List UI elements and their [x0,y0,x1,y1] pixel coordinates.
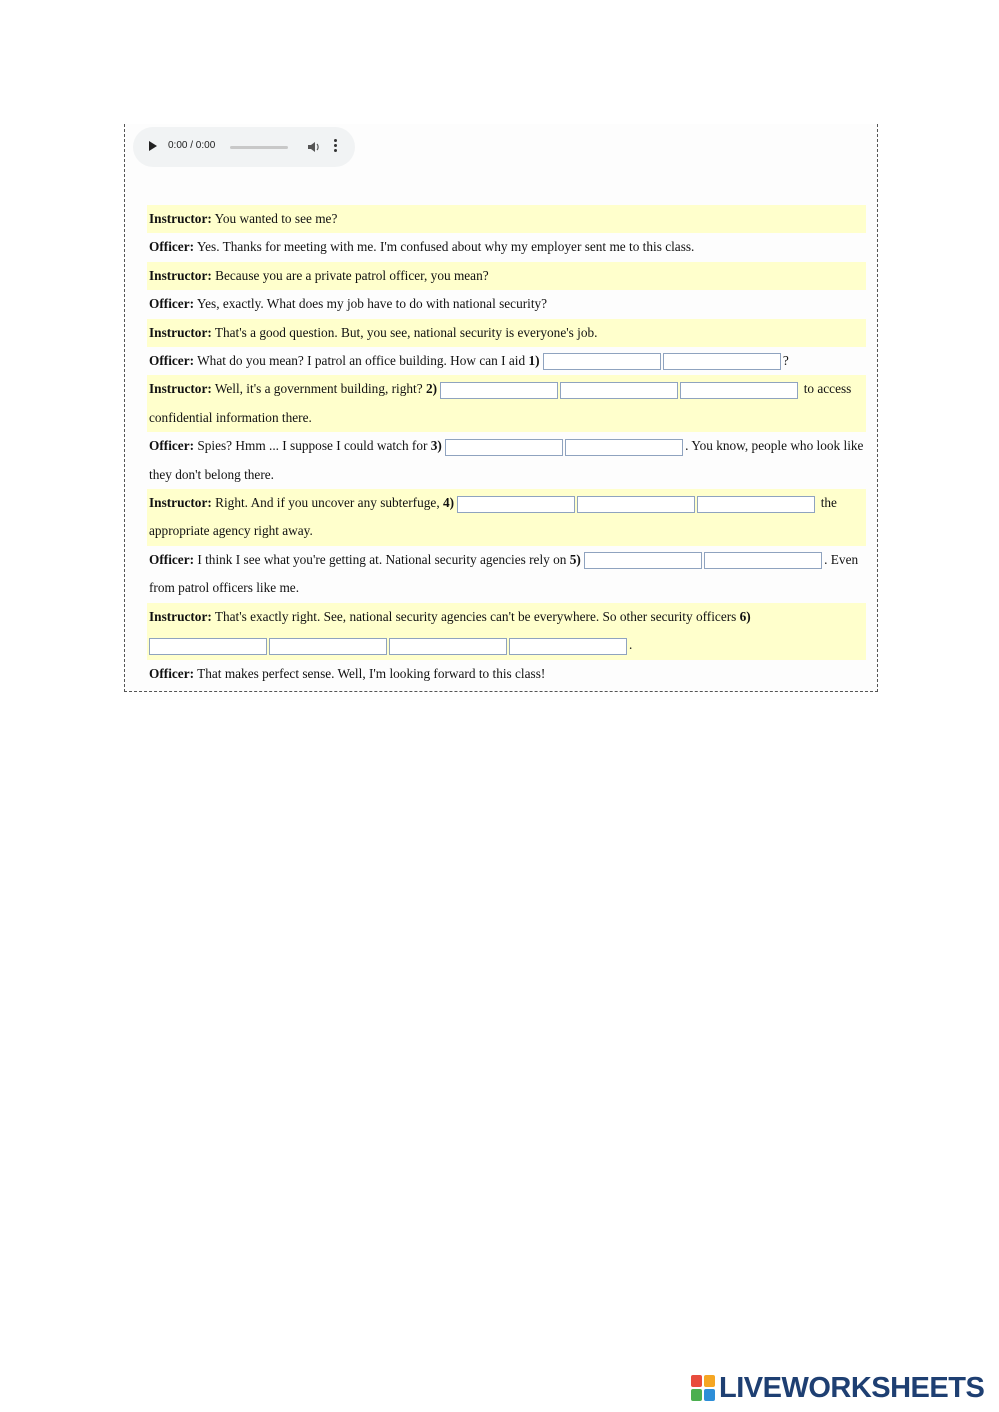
dialog-text: That makes perfect sense. Well, I'm looking forward to this class! [197,665,546,681]
dialog-text: . You know, people who look like they don't belong there. [149,438,864,482]
dialog-line [147,347,866,375]
dialog-line [147,660,866,688]
answer-input[interactable] [457,496,575,513]
liveworksheets-logo [691,1373,984,1403]
dialog-line [147,546,866,603]
audio-progress-bar[interactable] [230,146,288,149]
audio-player[interactable] [133,127,355,167]
speaker-label: Officer: [149,296,195,312]
logo-square [691,1389,702,1401]
blank-number: 5) [569,551,581,567]
blank-number: 6) [739,608,751,624]
answer-input[interactable] [680,382,798,399]
dialog-text: What do you mean? I patrol an office building. How can I aid [197,353,526,369]
speaker-label: Instructor: [149,267,212,283]
logo-square [704,1389,715,1401]
dialog-text: Spies? Hmm ... I suppose I could watch for [197,438,428,454]
answer-input[interactable] [697,496,815,513]
logo-square [691,1375,702,1387]
speaker-label: Instructor: [149,495,212,511]
answer-input[interactable] [509,638,627,655]
answer-input[interactable] [440,382,558,399]
dialog-line [147,603,866,660]
exercise-panel [124,124,878,692]
speaker-label: Officer: [149,239,195,255]
speaker-label: Instructor: [149,324,212,340]
dialog-text: Well, it's a government building, right? [214,381,423,397]
speaker-label: Officer: [149,551,195,567]
dialog-text: Because you are a private patrol officer, you mean? [215,267,489,283]
dialog-line [147,233,866,261]
volume-icon[interactable] [307,140,321,154]
answer-input[interactable] [663,353,781,370]
dialog-text: That's a good question. But, you see, national security is everyone's job. [214,324,598,340]
speaker-label: Officer: [149,438,195,454]
audio-time: 0:00 / 0:00 [168,140,216,151]
speaker-label: Instructor: [149,381,212,397]
answer-input[interactable] [543,353,661,370]
blank-number: 4) [442,495,455,511]
dialog-line [147,319,866,347]
more-options-icon[interactable] [334,139,338,154]
blank-number: 1) [528,353,540,369]
answer-input[interactable] [149,638,267,655]
speaker-label: Officer: [149,665,195,681]
blank-number: 2) [425,381,438,397]
dialog-line [147,262,866,290]
answer-input[interactable] [560,382,678,399]
answer-input[interactable] [584,552,702,569]
speaker-label: Officer: [149,353,195,369]
dialog-line [147,290,866,318]
dialog-text: That's exactly right. See, national security agencies can't be everywhere. So other security officers [214,608,737,624]
answer-input[interactable] [389,638,507,655]
speaker-label: Instructor: [149,211,212,226]
dialog-text: Right. And if you uncover any subterfuge, [215,495,440,511]
answer-input[interactable] [704,552,822,569]
dialog-text: You wanted to see me? [214,211,338,226]
play-icon[interactable] [149,141,157,151]
logo-square [704,1375,715,1387]
logo-text: LIVEWORKSHEETS [719,1371,985,1404]
blank-number: 3) [430,438,442,454]
answer-input[interactable] [565,439,683,456]
answer-input[interactable] [269,638,387,655]
logo-badge-icon [691,1375,715,1401]
dialog-line [147,375,866,432]
dialog-line [147,489,866,546]
dialog-text: ? [782,353,789,369]
dialog-text: I think I see what you're getting at. National security agencies rely on [197,551,567,567]
dialog-text: the appropriate agency right away. [149,495,837,539]
dialog-text: to access confidential information there. [149,381,852,425]
dialog-transcript [147,205,866,688]
answer-input[interactable] [445,439,563,456]
speaker-label: Instructor: [149,608,212,624]
dialog-line [147,205,866,233]
dialog-text: . [629,637,633,653]
answer-input[interactable] [577,496,695,513]
dialog-text: Yes. Thanks for meeting with me. I'm confused about why my employer sent me to this class. [196,239,695,255]
dialog-text: . Even from patrol officers like me. [149,551,859,596]
dialog-line [147,432,866,489]
dialog-text: Yes, exactly. What does my job have to do with national security? [196,296,548,312]
